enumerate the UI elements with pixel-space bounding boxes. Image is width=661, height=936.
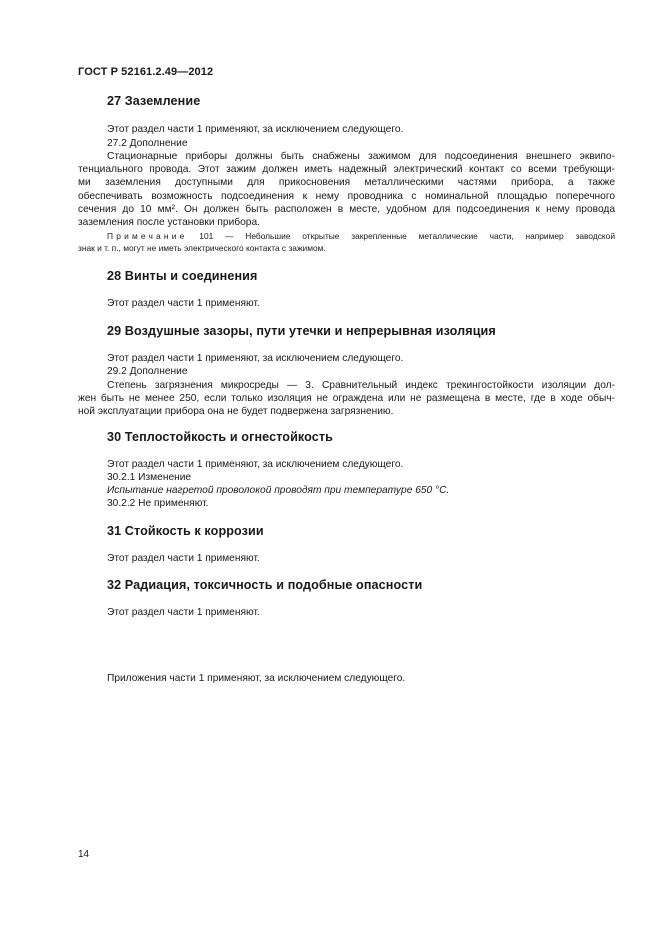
section-27-heading: 27 Заземление bbox=[107, 94, 201, 108]
section-29-intro: Этот раздел части 1 применяют, за исключением следующего. bbox=[107, 353, 404, 364]
body-line: заземления после установки прибора. bbox=[78, 216, 260, 228]
body-line: Стационарные приборы должны быть снабжены зажимом для подсоединения внешнего эквипо- bbox=[107, 151, 615, 162]
section-30-2-1-text: Испытание нагретой проволокой проводят при температуре 650 °С. bbox=[107, 485, 450, 496]
section-29-2-subheading: 29.2 Дополнение bbox=[107, 366, 188, 377]
section-27-intro: Этот раздел части 1 применяют, за исключением следующего. bbox=[107, 124, 404, 135]
section-27-2-body bbox=[78, 150, 615, 229]
section-27-note bbox=[78, 230, 615, 254]
section-30-2-2-text: 30.2.2 Не применяют. bbox=[107, 498, 209, 509]
section-28-intro: Этот раздел части 1 применяют. bbox=[107, 298, 260, 309]
body-line: Степень загрязнения микросреды — 3. Сравнительный индекс трекингостойкости изоляции дол- bbox=[107, 380, 615, 391]
body-line: сечения до 10 мм². Он должен быть расположен в месте, удобном для подсоединения к нему провода bbox=[78, 203, 615, 215]
body-line: ной эксплуатации прибора она не будет подвержена загрязнению. bbox=[78, 406, 394, 418]
note-line: знак и т. п., могут не иметь электрического контакта с зажимом. bbox=[78, 243, 326, 253]
section-31-intro: Этот раздел части 1 применяют. bbox=[107, 553, 260, 564]
section-31-heading: 31 Стойкость к коррозии bbox=[107, 524, 264, 538]
section-32-heading: 32 Радиация, токсичность и подобные опасности bbox=[107, 578, 423, 592]
section-29-heading: 29 Воздушные зазоры, пути утечки и непрерывная изоляция bbox=[107, 324, 496, 338]
document-header: ГОСТ Р 52161.2.49—2012 bbox=[78, 66, 214, 78]
note-label: Примечание bbox=[107, 231, 188, 241]
section-30-heading: 30 Теплостойкость и огнестойкость bbox=[107, 430, 334, 444]
page-number: 14 bbox=[78, 849, 90, 860]
body-line: тенциального провода. Этот зажим должен иметь надежный электрический контакт со всеми требующи- bbox=[78, 164, 615, 176]
section-27-2-subheading: 27.2 Дополнение bbox=[107, 138, 188, 149]
body-line: обеспечивать возможность подсоединения к нему проводника с номинальной площадью поперечного bbox=[78, 190, 615, 202]
note-line bbox=[78, 230, 615, 242]
section-30-2-1-subheading: 30.2.1 Изменение bbox=[107, 472, 192, 483]
note-text: 101 — Небольшие открытые закрепленные металлические части, например заводской bbox=[187, 231, 615, 241]
section-28-heading: 28 Винты и соединения bbox=[107, 269, 258, 283]
section-32-intro: Этот раздел части 1 применяют. bbox=[107, 607, 260, 618]
section-30-intro: Этот раздел части 1 применяют, за исключением следующего. bbox=[107, 459, 404, 470]
body-line: жен быть не менее 250, если только изоляция не ограждена или не размещена в месте, где в ходе обыч- bbox=[78, 393, 615, 405]
section-29-2-body bbox=[78, 379, 615, 419]
body-line: ми заземления доступными для прикосновения металлическими частями прибора, а также bbox=[78, 177, 615, 189]
annexes-text: Приложения части 1 применяют, за исключением следующего. bbox=[107, 673, 406, 684]
